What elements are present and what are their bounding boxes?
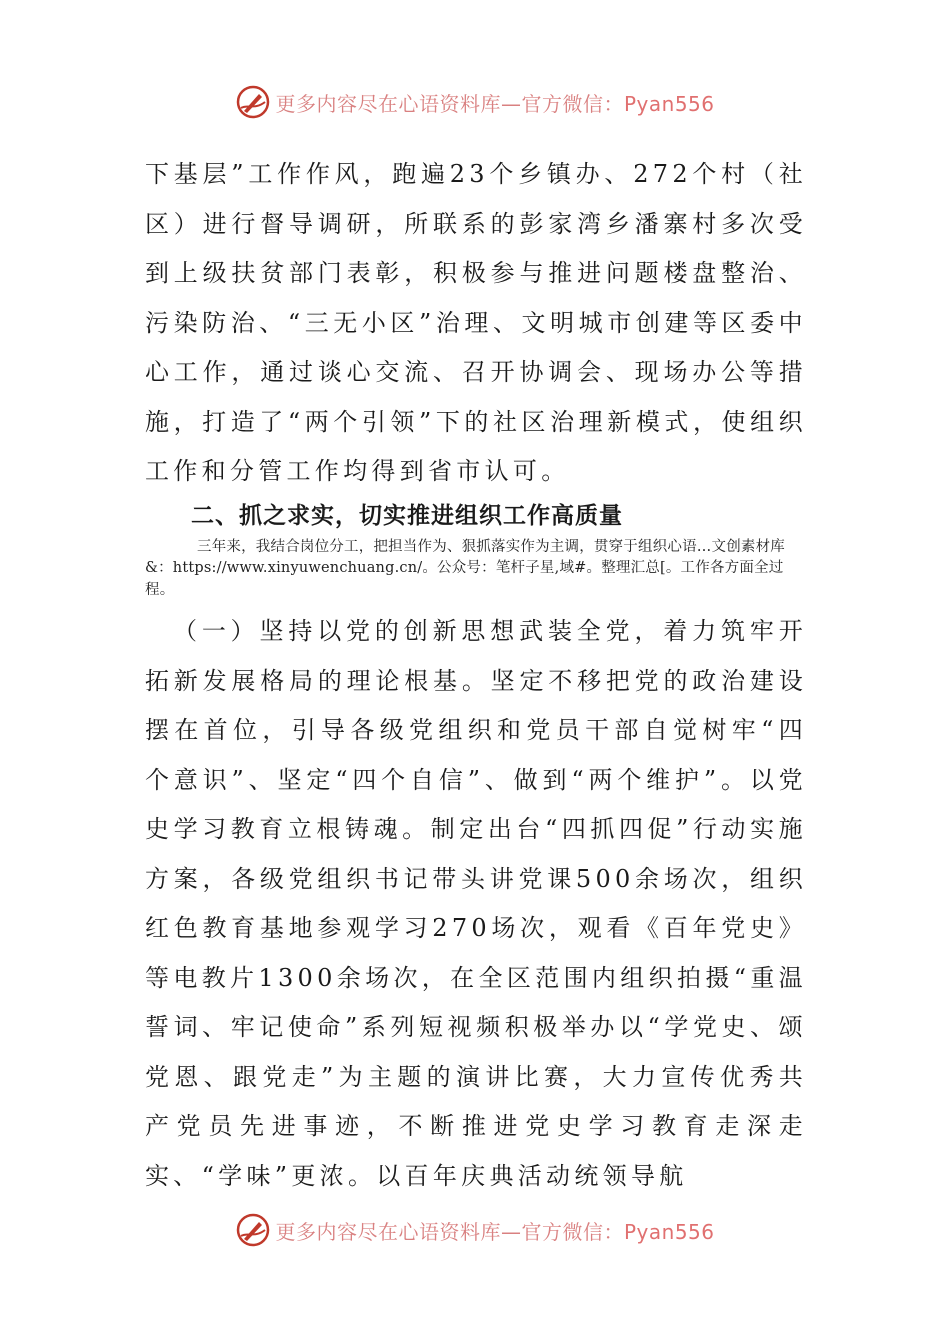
source-note: 三年来，我结合岗位分工，把担当作为、狠抓落实作为主调，贯穿于组织心语…文创素材库&：https://www.xinyuwenchuang.cn/。公众号：笔杆子星,域#。整理汇总[。工作各方面全过程。	[145, 538, 785, 598]
document-body	[145, 150, 807, 1201]
paragraph-1: 下基层”工作作风，跑遍23个乡镇办、272个村（社区）进行督导调研，所联系的彭家湾乡潘寨村多次受到上级扶贫部门表彰，积极参与推进问题楼盘整治、污染防治、“三无小区”治理、文明城市创建等区委中心工作，通过谈心交流、召开协调会、现场办公等措施，打造了“两个引领”下的社区治理新模式，使组织工作和分管工作均得到省市认可。	[145, 160, 807, 485]
pen-logo-icon	[235, 1212, 271, 1248]
pen-logo-icon	[235, 84, 271, 120]
wechat-handle: Pyan556	[623, 1219, 715, 1244]
wechat-handle: Pyan556	[623, 91, 715, 116]
header-banner	[0, 82, 950, 122]
paragraph-2: （一）坚持以党的创新思想武装全党，着力筑牢开拓新发展格局的理论根基。坚定不移把党的政治建设摆在首位，引导各级党组织和党员干部自觉树牢“四个意识”、坚定“四个自信”、做到“两个维护”。以党史学习教育立根铸魂。制定出台“四抓四促”行动实施方案，各级党组织书记带头讲党课500余场次，组织红色教育基地参观学习270场次，观看《百年党史》等电教片1300余场次，在全区范围内组织拍摄“重温誓词、牢记使命”系列短视频积极举办以“学党史、颂党恩、跟党走”为主题的演讲比赛，大力宣传优秀共产党员先进事迹，不断推进党史学习教育走深走实、“学味”更浓。以百年庆典活动统领导航	[145, 617, 807, 1190]
footer-banner	[0, 1210, 950, 1250]
header-banner-text: 更多内容尽在心语资料库—官方微信：Pyan556	[275, 91, 715, 116]
section-heading: 二、抓之求实，切实推进组织工作高质量	[191, 502, 623, 529]
footer-banner-text: 更多内容尽在心语资料库—官方微信：Pyan556	[275, 1219, 715, 1244]
